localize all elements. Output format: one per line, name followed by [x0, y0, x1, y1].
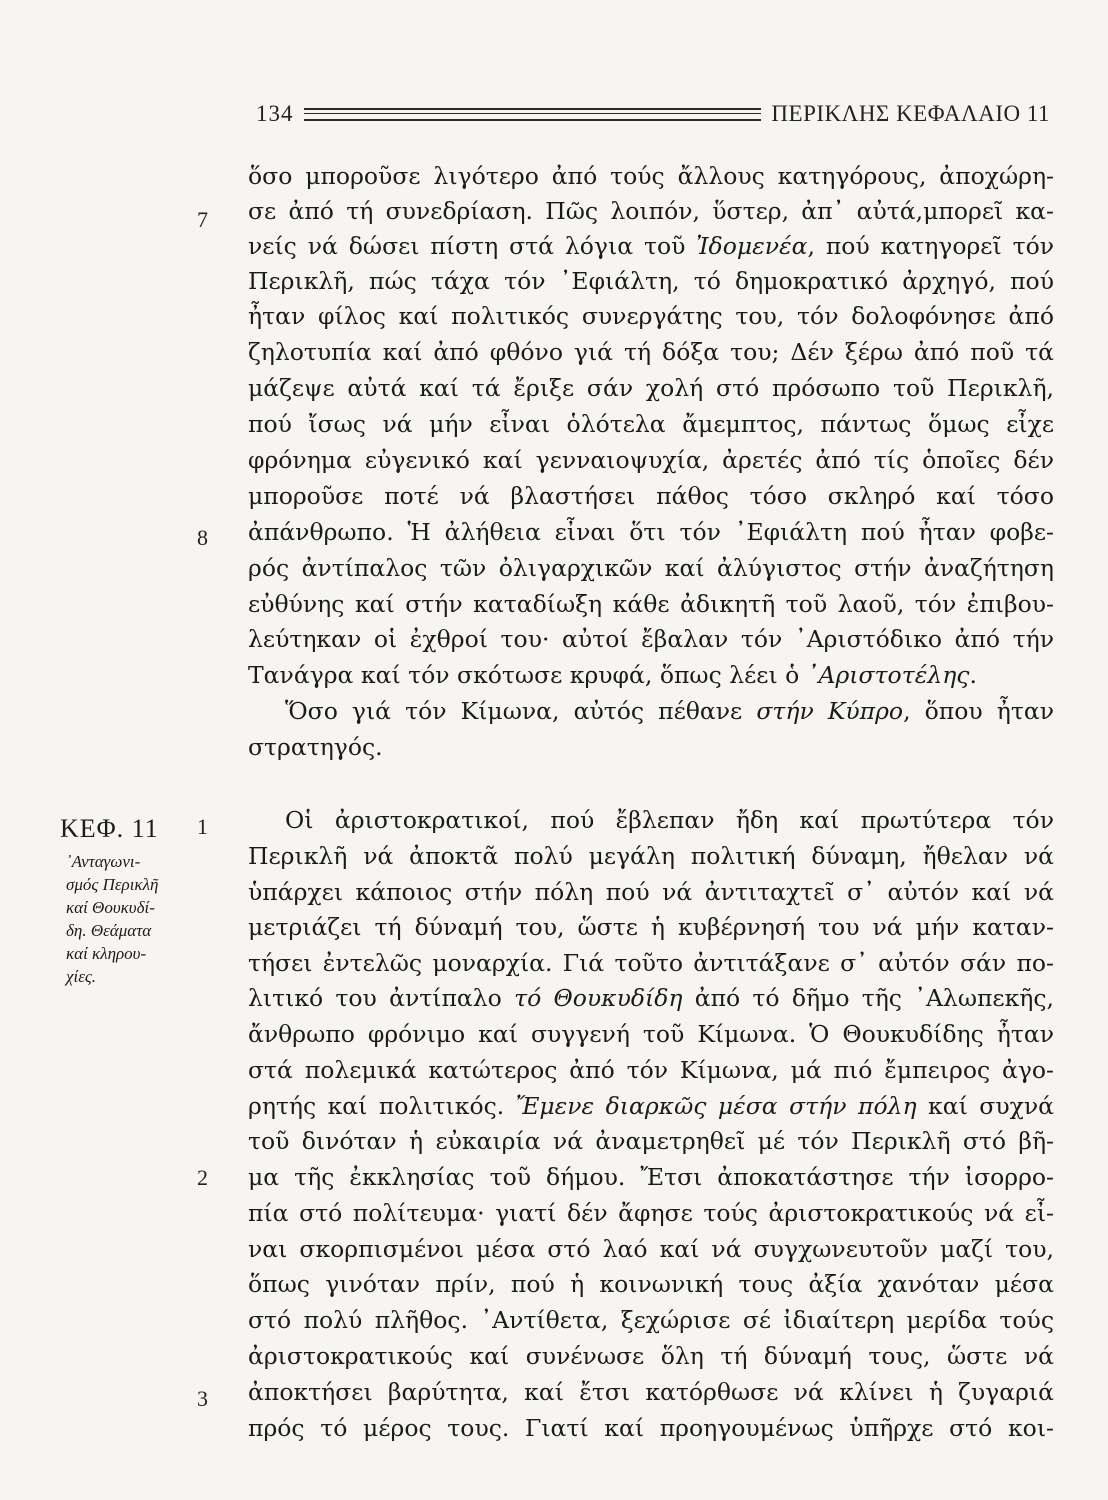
margin-number-1: 1	[197, 814, 208, 839]
running-header	[256, 98, 1050, 130]
text-run: νείς νά δώσει πίστη στά λόγια τοῦ	[248, 232, 697, 260]
text-line: ὅπως γινόταν πρίν, πού ἡ κοινωνική τους ἀξία χανόταν μέσα	[248, 1270, 1054, 1298]
text-run: Ὅσο γιά τόν Κίμωνα, αὐτός πέθανε	[285, 697, 757, 725]
text-run: ρητής καί πολιτικός.	[248, 1092, 516, 1120]
margin-number-3: 3	[197, 1386, 208, 1411]
text-line: ἀπάνθρωπο. Ἡ ἀλήθεια εἶναι ὅτι τόν ᾿Εφιάλτη πού ἦταν φοβε-	[248, 518, 1054, 546]
text-run: καί συχνά	[916, 1092, 1055, 1120]
text-run: Τανάγρα καί τόν σκότωσε κρυφά, ὅπως λέει ὁ	[248, 661, 807, 689]
italic-name: Ἰδομενέα	[696, 232, 808, 260]
text-line: λεύτηκαν οἱ ἐχθροί του· αὐτοί ἔβαλαν τόν ᾿Αριστόδικο ἀπό τήν	[248, 625, 1054, 653]
sidebar-note-line: ᾿Ανταγωνι-	[66, 852, 141, 871]
text-line: ἀποκτήσει βαρύτητα, καί ἔτσι κατόρθωσε νά κλίνει ἡ ζυγαριά	[248, 1378, 1054, 1406]
text-line: ναι σκορπισμένοι μέσα στό λαό καί νά συγχωνευτοῦν μαζί του,	[248, 1235, 1054, 1263]
text-line: Περικλῆ νά ἀποκτᾶ πολύ μεγάλη πολιτική δύναμη, ἤθελαν νά	[248, 842, 1054, 870]
chapter-heading: ΚΕΦ. 11	[60, 814, 159, 843]
text-line: ἄνθρωπο φρόνιμο καί συγγενή τοῦ Κίμωνα. Ὁ Θουκυδίδης ἦταν	[248, 1020, 1054, 1048]
text-line: Οἱ ἀριστοκρατικοί, πού ἔβλεπαν ἤδη καί πρωτύτερα τόν	[285, 806, 1054, 834]
sidebar-note	[66, 850, 186, 988]
text-line: ἦταν φίλος καί πολιτικός συνεργάτης του, τόν δολοφόνησε ἀπό	[248, 302, 1054, 330]
page-number: 134	[256, 101, 294, 126]
header-rule	[304, 108, 762, 121]
text-line	[248, 659, 1054, 692]
text-run: λιτικό του ἀντίπαλο	[248, 984, 515, 1012]
margin-number-8: 8	[197, 525, 208, 550]
text-line	[248, 982, 1054, 1015]
text-line: μετριάζει τή δύναμή του, ὥστε ἡ κυβέρνησή του νά μήν καταν-	[248, 913, 1054, 941]
text-line	[248, 1090, 1054, 1123]
text-line	[248, 230, 1054, 263]
text-line: ὑπάρχει κάποιος στήν πόλη πού νά ἀντιταχτεῖ σ᾿ αὐτόν καί νά	[248, 878, 1054, 906]
sidebar-note-line: σμός Περικλῆ	[66, 875, 159, 894]
text-run: .	[969, 661, 977, 689]
text-line: μποροῦσε ποτέ νά βλαστήσει πάθος τόσο σκληρό καί τόσο	[248, 482, 1054, 510]
italic-name: τό Θουκυδίδη	[514, 984, 683, 1012]
margin-number-7: 7	[197, 207, 208, 232]
text-line: ἀριστοκρατικούς καί συνένωσε ὅλη τή δύναμή τους, ὥστε νά	[248, 1342, 1054, 1370]
text-run: , πού κατηγορεῖ τόν	[807, 232, 1054, 260]
text-line: ὅσο μποροῦσε λιγότερο ἀπό τούς ἄλλους κατηγόρους, ἀποχώρη-	[248, 162, 1054, 190]
text-line: στά πολεμικά κατώτερος ἀπό τόν Κίμωνα, μά πιό ἔμπειρος ἀγο-	[248, 1056, 1054, 1084]
text-line: σε ἀπό τή συνεδρίαση. Πῶς λοιπόν, ὕστερ, ἀπ᾿ αὐτά,μπορεῖ κα-	[248, 197, 1054, 225]
text-line: ρός ἀντίπαλος τῶν ὀλιγαρχικῶν καί ἀλύγιστος στήν ἀναζήτηση	[248, 554, 1054, 582]
text-run: ἀπό τό δῆμο τῆς ᾿Αλωπεκῆς,	[682, 984, 1055, 1012]
text-line: τοῦ δινόταν ἡ εὐκαιρία νά ἀναμετρηθεῖ μέ τόν Περικλῆ στό βῆ-	[248, 1127, 1054, 1155]
text-line: εὐθύνης καί στήν καταδίωξη κάθε ἀδικητῆ τοῦ λαοῦ, τόν ἐπιβου-	[248, 590, 1054, 618]
text-line: στρατηγός.	[248, 733, 383, 761]
sidebar-note-line: χίες.	[66, 967, 97, 986]
sidebar-note-line: καί κληρου-	[66, 944, 147, 963]
text-line: Περικλῆ, πώς τάχα τόν ᾿Εφιάλτη, τό δημοκρατικό ἀρχηγό, πού	[248, 267, 1054, 295]
running-title: ΠΕΡΙΚΛΗΣ ΚΕΦΑΛΑΙΟ 11	[771, 101, 1050, 126]
text-line: στό πολύ πλῆθος. ᾿Αντίθετα, ξεχώρισε σέ ἰδιαίτερη μερίδα τούς	[248, 1306, 1054, 1334]
sidebar-note-line: καί Θουκυδί-	[66, 898, 155, 917]
text-line: ζηλοτυπία καί ἀπό φθόνο γιά τή δόξα του; Δέν ξέρω ἀπό ποῦ τά	[248, 338, 1054, 366]
text-line: πία στό πολίτευμα· γιατί δέν ἄφησε τούς ἀριστοκρατικούς νά εἶ-	[248, 1199, 1054, 1227]
italic-phrase: Ἔμενε διαρκῶς μέσα στήν πόλη	[515, 1092, 917, 1120]
italic-place: στήν Κύπρο	[756, 697, 904, 725]
text-line: τήσει ἐντελῶς μοναρχία. Γιά τοῦτο ἀντιτάξανε σ᾿ αὐτόν σάν πο-	[248, 949, 1054, 977]
text-line	[285, 695, 1054, 728]
text-line: πρός τό μέρος τους. Γιατί καί προηγουμένως ὑπῆρχε στό κοι-	[248, 1414, 1054, 1442]
text-line: μα τῆς ἐκκλησίας τοῦ δήμου. Ἔτσι ἀποκατάστησε τήν ἰσορρο-	[248, 1163, 1054, 1191]
text-run: , ὅπου ἦταν	[903, 697, 1054, 725]
sidebar-note-line: δη. Θεάματα	[66, 921, 152, 940]
italic-name: ᾿Αριστοτέλης	[806, 661, 970, 689]
text-line: φρόνημα εὐγενικό καί γενναιοψυχία, ἀρετές ἀπό τίς ὁποῖες δέν	[248, 446, 1054, 474]
margin-number-2: 2	[197, 1165, 208, 1190]
text-line: μάζεψε αὐτά καί τά ἔριξε σάν χολή στό πρόσωπο τοῦ Περικλῆ,	[248, 374, 1054, 402]
text-line: πού ἴσως νά μήν εἶναι ὁλότελα ἄμεμπτος, πάντως ὅμως εἶχε	[248, 410, 1054, 438]
